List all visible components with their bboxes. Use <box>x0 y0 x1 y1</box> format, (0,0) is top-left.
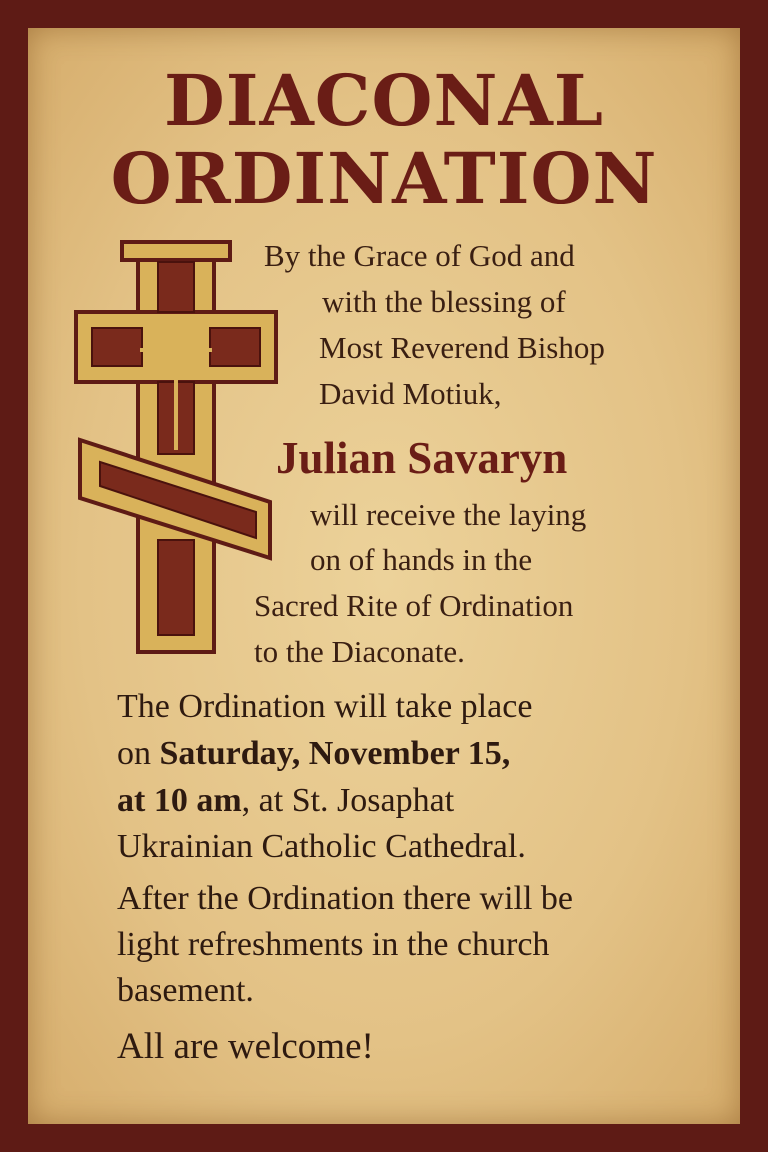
refreshments-line-2: light refreshments in the church <box>117 926 550 963</box>
title-line-1: DIACONAL <box>164 59 604 142</box>
title-line-2: ORDINATION <box>110 137 658 220</box>
rite-line-4: to the Diaconate. <box>254 634 465 669</box>
intro-line-4: David Motiuk, <box>319 376 502 411</box>
intro-line-3: Most Reverend Bishop <box>319 330 605 365</box>
event-time: at 10 am <box>117 782 242 819</box>
rite-line-2: on of hands in the <box>310 542 533 577</box>
details-line-4: Ukrainian Catholic Cathedral. <box>117 828 526 865</box>
intro-line-2: with the blessing of <box>322 284 566 319</box>
candidate-name: Julian Savaryn <box>276 433 568 483</box>
refreshments-line-1: After the Ordination there will be <box>117 880 574 917</box>
details-line-2 <box>117 737 510 771</box>
details-line-1: The Ordination will take place <box>117 688 533 725</box>
details-suffix: , at St. Josaphat <box>241 782 455 819</box>
details-prefix: on <box>117 735 160 772</box>
closing-message: All are welcome! <box>117 1026 374 1067</box>
details-line-3 <box>117 784 454 818</box>
refreshments-line-3: basement. <box>117 972 254 1009</box>
rite-line-3: Sacred Rite of Ordination <box>254 588 574 623</box>
rite-line-1: will receive the laying <box>310 497 587 532</box>
byzantine-cross-icon <box>70 240 280 655</box>
event-date: Saturday, November 15, <box>159 735 511 772</box>
intro-line-1: By the Grace of God and <box>264 238 575 273</box>
